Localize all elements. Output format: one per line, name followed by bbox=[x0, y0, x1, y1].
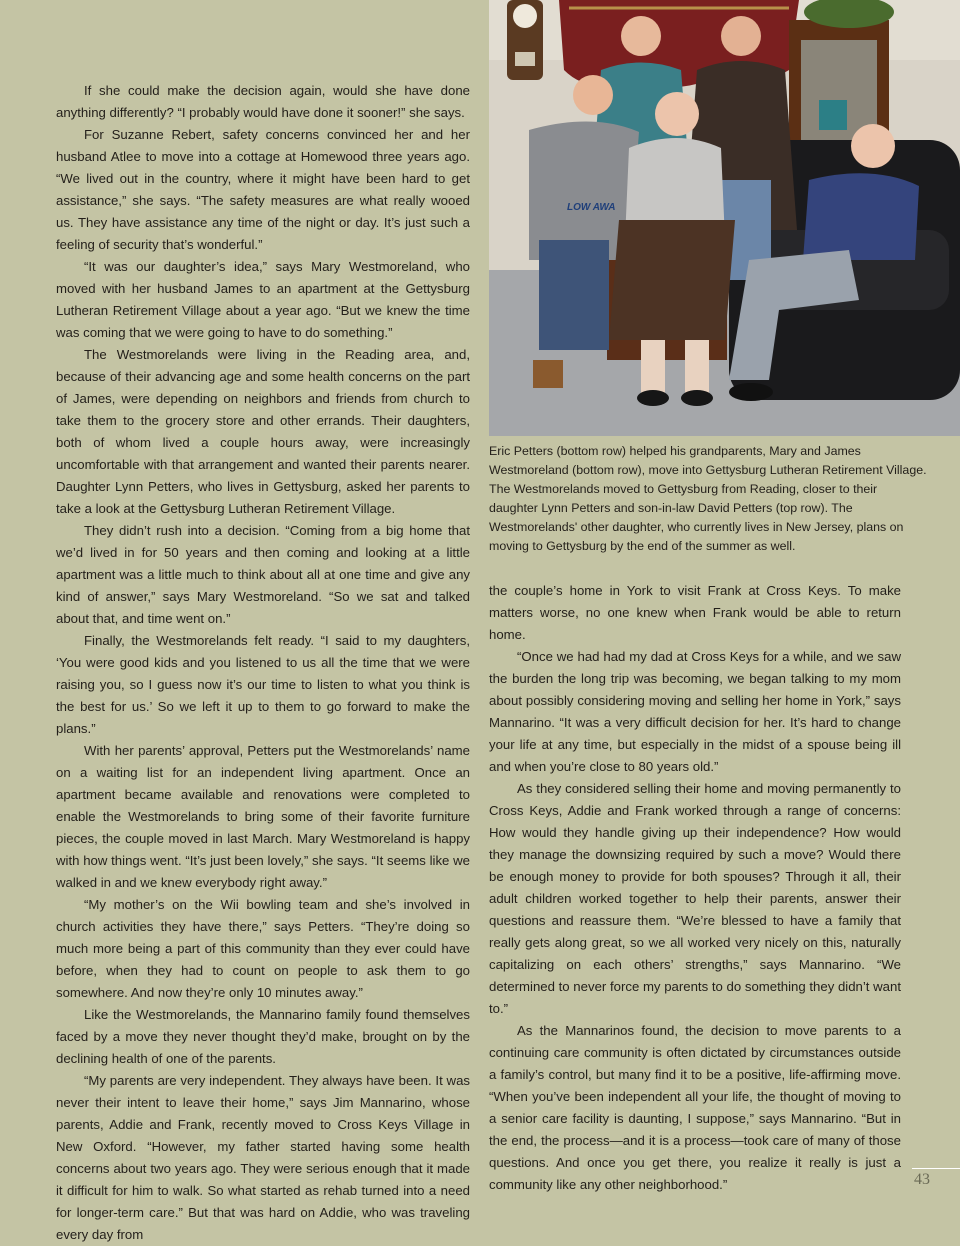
left-paragraph-7: With her parents’ approval, Petters put the Westmorelands’ name on a waiting list for an independent living apartment. Once an apartment became available and renovations were completed to enable the Westmorelands to bring some of their favorite furniture pieces, the couple moved in last March. Mary Westmoreland is happy with how things went. “It’s just been lovely,” she says. “It seems like we walked in and we knew everybody right away.” bbox=[56, 743, 470, 890]
left-paragraph-5: They didn’t rush into a decision. “Coming from a big home that we’d lived in for 50 years and then coming and looking at a little apartment was a little much to think about all at one time and give any kind of answer,” says Mary Westmoreland. “So we sat and talked about that, and time went on.” bbox=[56, 523, 470, 626]
shirt-logo-text: LOW AWA bbox=[567, 202, 616, 213]
right-paragraph-1: the couple’s home in York to visit Frank at Cross Keys. To make matters worse, no one knew when Frank would be able to return home. bbox=[489, 583, 901, 642]
left-paragraph-4: The Westmorelands were living in the Reading area, and, because of their advancing age and some health concerns on the part of James, were depending on neighbors and friends from church to take them to the grocery store and other errands. Their daughters, both of whom lived a couple hours away, were increasingly uncomfortable with that arrangement and wanted their parents nearer. Daughter Lynn Petters, who lives in Gettysburg, asked her parents to take a look at the Gettysburg Lutheran Retirement Village. bbox=[56, 347, 470, 516]
family-photo bbox=[489, 0, 960, 436]
right-paragraph-3: As they considered selling their home and moving permanently to Cross Keys, Addie and Frank worked through a range of concerns: How would they handle giving up their independence? How would they manage the downsizing required by such a move? Would there be enough money to provide for both spouses? Through it all, their adult children worked together to help their parents, answer their questions and reassure them. “We’re blessed to have a family that really gets along great, so we all worked very nicely on this, naturally capitalizing on each others’ strengths,” says Mannarino. “We determined to never force my parents to do something they didn’t want to.” bbox=[489, 781, 901, 1016]
left-paragraph-6: Finally, the Westmorelands felt ready. “I said to my daughters, ‘You were good kids and you listened to us all the time that we were raising you, so I guess now it’s our time to listen to what you think is the best for us.’ So we left it up to them to go forward to make the plans.” bbox=[56, 633, 470, 736]
left-paragraph-2: For Suzanne Rebert, safety concerns convinced her and her husband Atlee to move into a cottage at Homewood three years ago. “We lived out in the country, where it might have been hard to get assistance,” she says. “The safety measures are what really wooed us. They have assistance any time of the night or day. It’s just such a feeling of security that’s wonderful.” bbox=[56, 127, 470, 252]
right-column bbox=[489, 580, 901, 1196]
page-number-rule bbox=[912, 1168, 960, 1169]
left-paragraph-3: “It was our daughter’s idea,” says Mary Westmoreland, who moved with her husband James to an apartment at the Gettysburg Lutheran Retirement Village about a year ago. “But we knew the time was coming that we were going to have to do something.” bbox=[56, 259, 470, 340]
right-paragraph-2: “Once we had had my dad at Cross Keys for a while, and we saw the burden the long trip was becoming, we began talking to my mom about possibly considering moving and selling her home in York,” says Mannarino. “It was a very difficult decision for her. It’s hard to change your life at any time, but especially in the midst of a spouse being ill and when you’re close to 80 years old.” bbox=[489, 649, 901, 774]
left-paragraph-8: “My mother’s on the Wii bowling team and she’s involved in church activities they have there,” says Petters. “They’re doing so much more being a part of this community than they ever could have before, when they had to count on people to ask them to go somewhere. And now they’re only 10 minutes away.” bbox=[56, 897, 470, 1000]
page-number: 43 bbox=[914, 1171, 930, 1188]
left-column bbox=[56, 80, 470, 1246]
right-paragraph-4: As the Mannarinos found, the decision to move parents to a continuing care community is often dictated by circumstances outside a family’s control, but many find it to be a positive, life-affirming move. “When you’ve been independent all your life, the thought of moving to a senior care facility is daunting, I suppose,” says Mannarino. “But in the end, the process—and it is a process—took care of many of those questions. And once you get there, you realize it really is just a community like any other neighborhood.” bbox=[489, 1023, 901, 1192]
left-paragraph-9: Like the Westmorelands, the Mannarino family found themselves faced by a move they never thought they’d make, brought on by the declining health of one of the parents. bbox=[56, 1007, 470, 1066]
left-paragraph-1: If she could make the decision again, would she have done anything differently? “I probably would have done it sooner!” she says. bbox=[56, 83, 470, 120]
photo-caption: Eric Petters (bottom row) helped his grandparents, Mary and James Westmoreland (bottom row), move into Gettysburg Lutheran Retirement Village. The Westmorelands moved to Gettysburg from Reading, closer to their daughter Lynn Petters and son-in-law David Petters (top row). The Westmorelands' other daughter, who currently lives in New Jersey, plans on moving to Gettysburg by the end of the summer as well. bbox=[489, 444, 927, 553]
left-paragraph-10: “My parents are very independent. They always have been. It was never their intent to leave their home,” says Jim Mannarino, whose parents, Addie and Frank, recently moved to Cross Keys Village in New Oxford. “However, my father started having some health concerns about two years ago. They were serious enough that it made it difficult for him to walk. So what started as rehab turned into a need for longer-term care.” But that was hard on Addie, who was traveling every day from bbox=[56, 1073, 470, 1242]
